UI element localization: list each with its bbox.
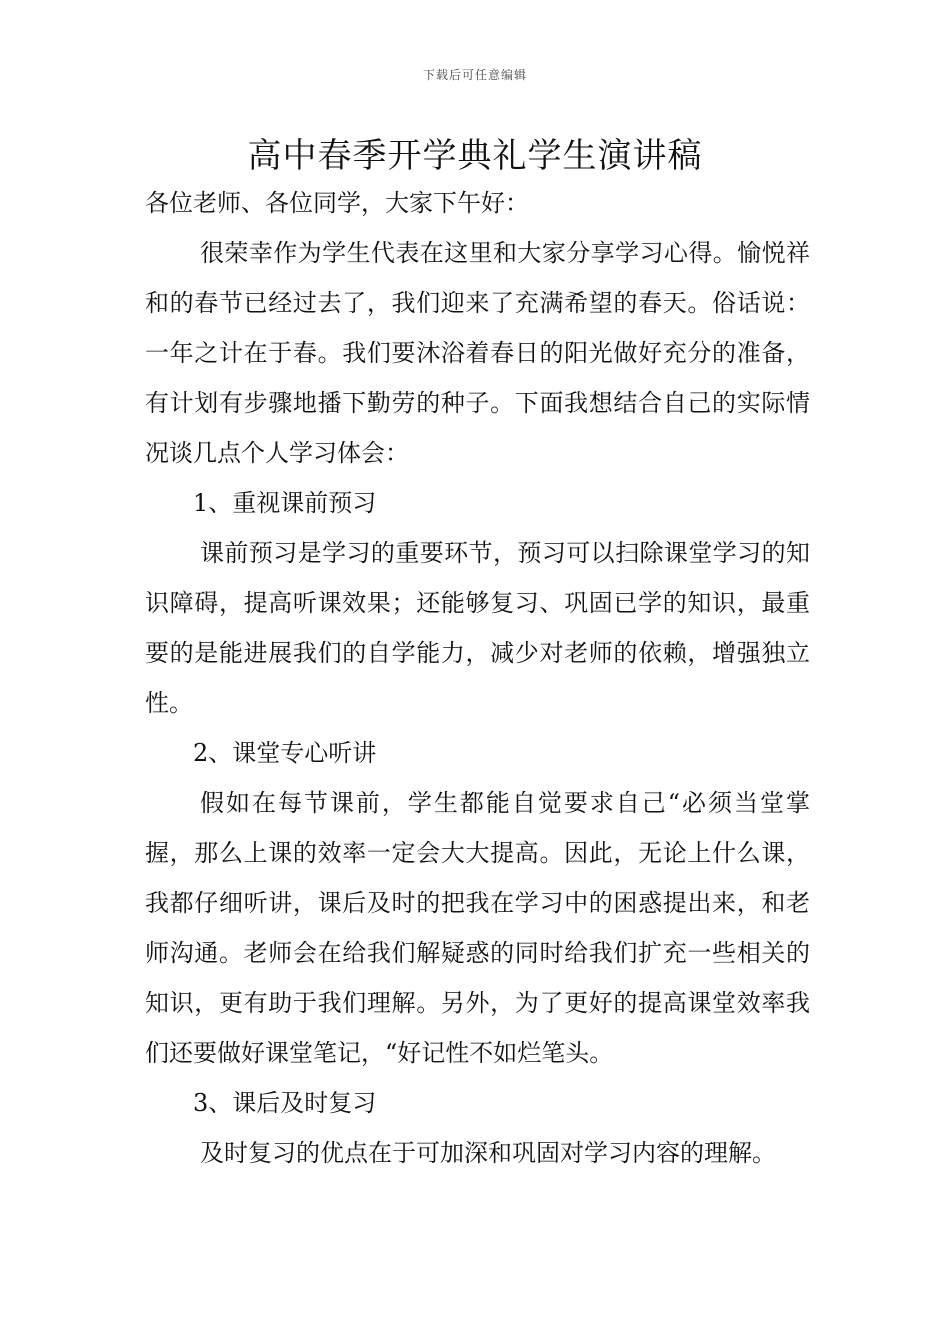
intro-paragraph: 很荣幸作为学生代表在这里和大家分享学习心得。愉悦祥和的春节已经过去了，我们迎来了充满希望的春天。俗话说：一年之计在于春。我们要沐浴着春日的阳光做好充分的准备，有计划有步骤地播下勤劳的种子。下面我想结合自己的实际情况谈几点个人学习体会： [145, 239, 810, 467]
section-heading-2: 2、课堂专心听讲 [193, 739, 377, 767]
section-heading-3: 3、课后及时复习 [193, 1089, 377, 1117]
salutation: 各位老师、各位同学，大家下午好： [145, 189, 529, 217]
section-heading-1: 1、重视课前预习 [193, 489, 377, 517]
section-paragraph-1: 课前预习是学习的重要环节，预习可以扫除课堂学习的知识障碍，提高听课效果；还能够复习、巩固已学的知识，最重要的是能进展我们的自学能力，减少对老师的依赖，增强独立性。 [145, 539, 810, 717]
document-body [145, 178, 810, 1178]
section-paragraph-2: 假如在每节课前，学生都能自觉要求自己“必须当堂掌握，那么上课的效率一定会大大提高。因此，无论上什么课，我都仔细听讲，课后及时的把我在学习中的困惑提出来，和老师沟通。老师会在给我们解疑惑的同时给我们扩充一些相关的知识，更有助于我们理解。另外，为了更好的提高课堂效率我们还要做好课堂笔记，“好记性不如烂笔头。 [145, 789, 810, 1067]
section-paragraph-3: 及时复习的优点在于可加深和巩固对学习内容的理解。 [200, 1139, 776, 1167]
header-note: 下载后可任意编辑 [422, 68, 527, 82]
document-title: 高中春季开学典礼学生演讲稿 [247, 136, 703, 176]
